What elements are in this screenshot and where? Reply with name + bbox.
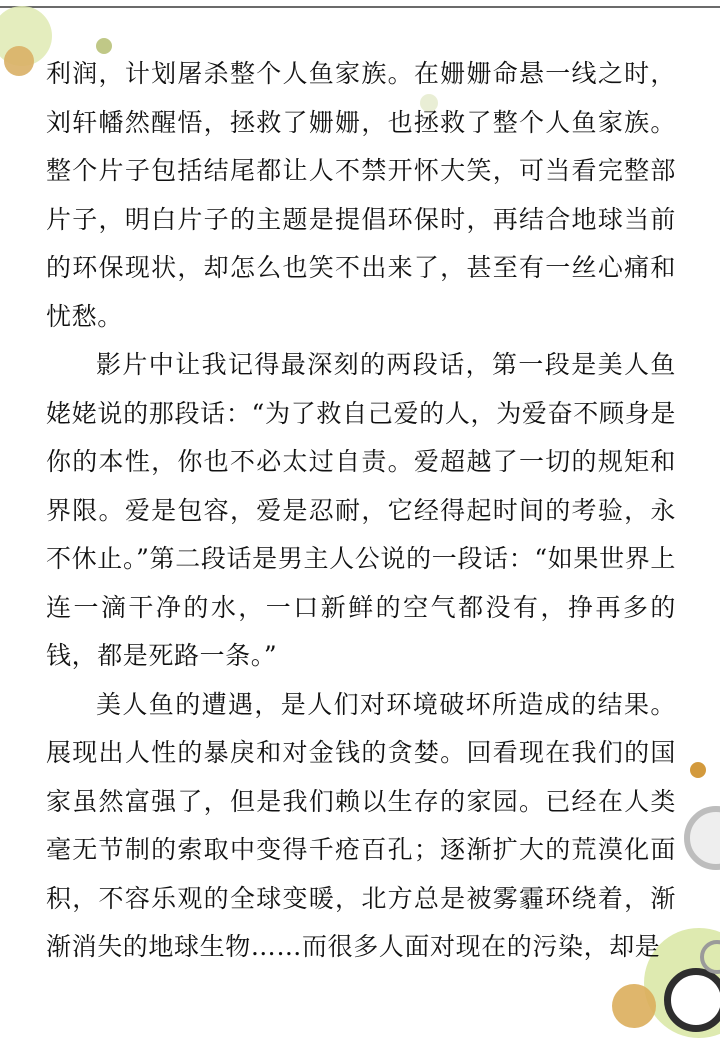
decorative-circle-gold-right <box>690 762 706 778</box>
paragraph-1: 利润，计划屠杀整个人鱼家族。在姗姗命悬一线之时，刘轩幡然醒悟，拯救了姗姗，也拯救了整个人鱼家族。整个片子包括结尾都让人不禁开怀大笑，可当看完整部片子，明白片子的主题是提倡环保时，再结合地球当前的环保现状，却怎么也笑不出来了，甚至有一丝心痛和忧愁。 <box>46 59 676 331</box>
decorative-ring-dark-bottom <box>664 968 720 1032</box>
decorative-ring-gray-right <box>684 806 720 870</box>
top-rule <box>0 6 720 8</box>
document-body <box>46 50 676 972</box>
paragraph-3: 美人鱼的遭遇，是人们对环境破坏所造成的结果。展现出人性的暴戾和对金钱的贪婪。回看现在我们的国家虽然富强了，但是我们赖以生存的家园。已经在人类毫无节制的索取中变得千疮百孔；逐渐扩大的荒漠化面积，不容乐观的全球变暖，北方总是被雾霾环绕着，渐渐消失的地球生物……而很多人面对现在的污染，却是 <box>46 689 676 961</box>
decorative-circle-gold-bottom <box>612 984 656 1028</box>
paragraph-2: 影片中让我记得最深刻的两段话，第一段是美人鱼姥姥说的那段话：“为了救自己爱的人，为爱奋不顾身是你的本性，你也不必太过自责。爱超越了一切的规矩和界限。爱是包容，爱是忍耐，它经得起时间的考验，永不休止。”第二段话是男主人公说的一段话：“如果世界上连一滴干净的水，一口新鲜的空气都没有，挣再多的钱，都是死路一条。” <box>46 350 676 670</box>
decorative-circle-gold <box>4 46 34 76</box>
